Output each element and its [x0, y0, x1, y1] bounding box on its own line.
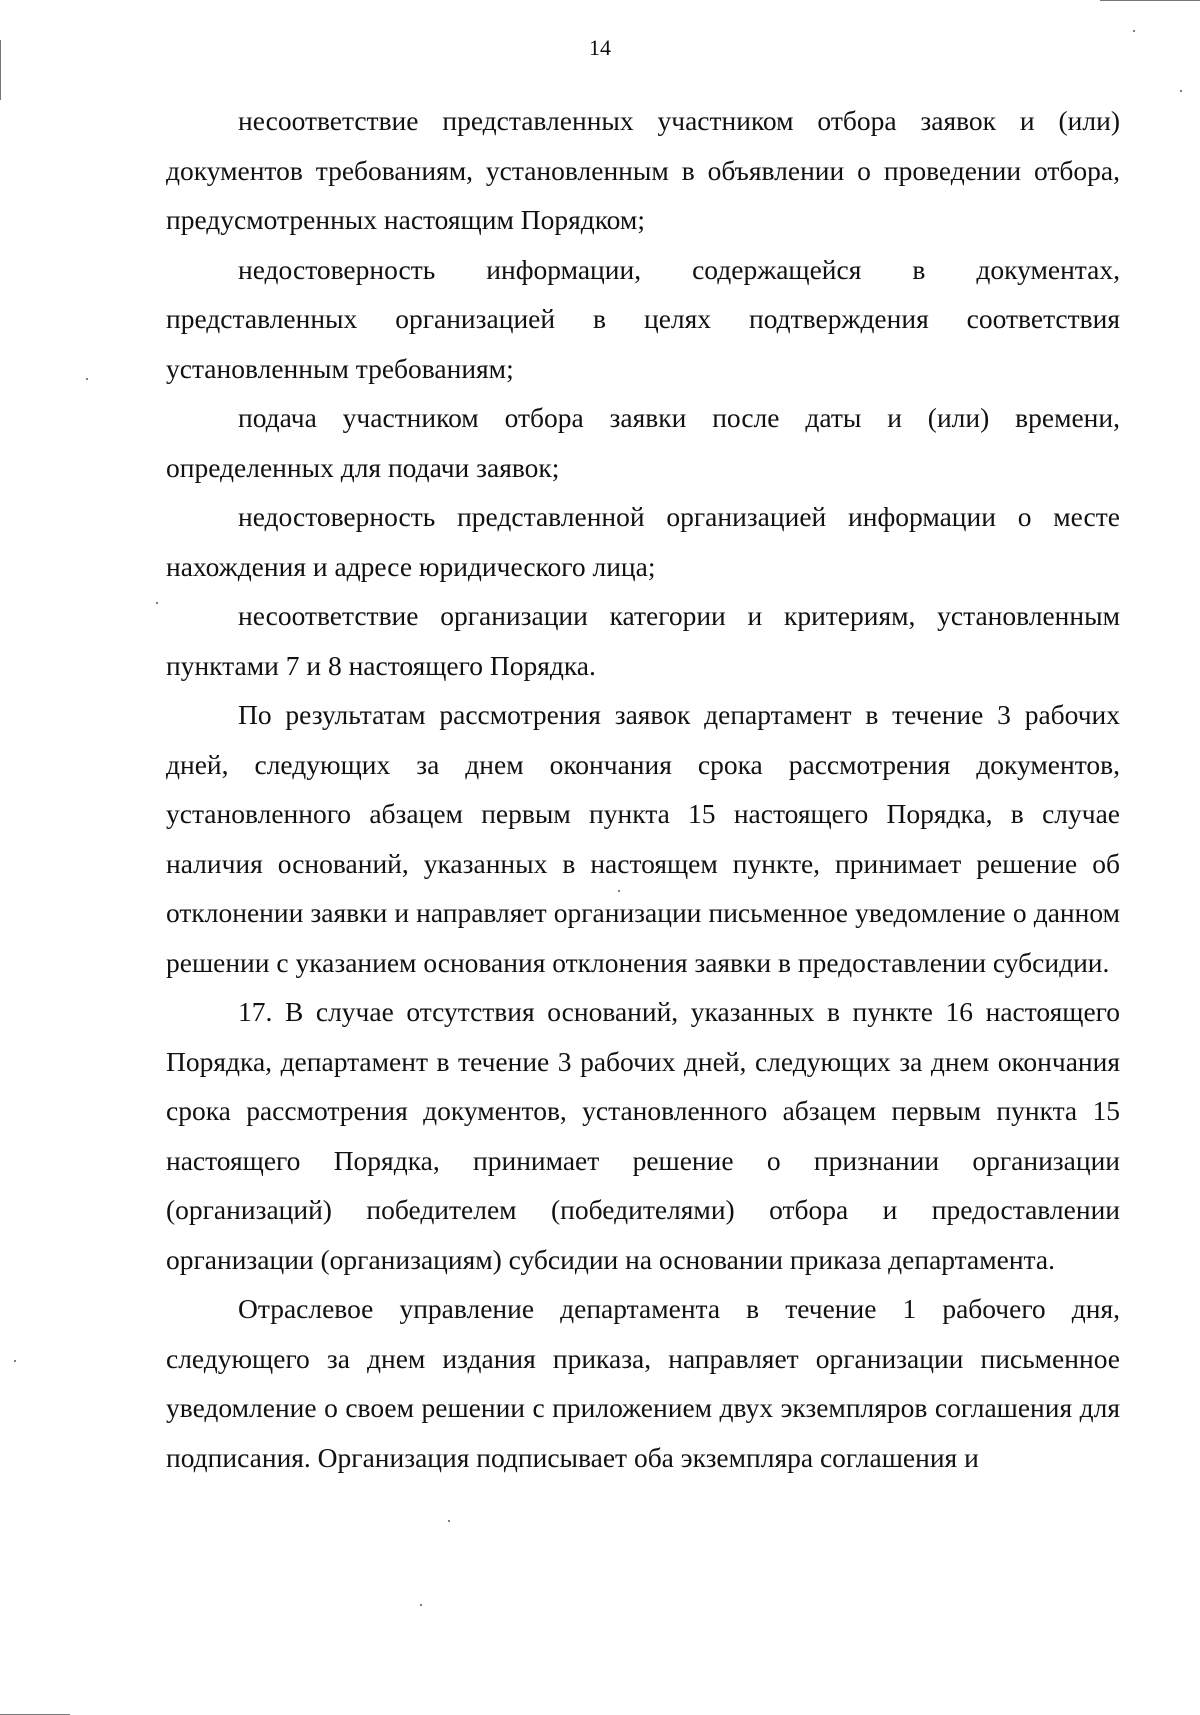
paragraph-clause-17: 17. В случае отсутствия оснований, указанных в пункте 16 настоящего Порядка, департамент в течение 3 рабочих дней, следующих за днем окончания срока рассмотрения документов, установленного абзацем первым пункта 15 настоящего Порядка, принимает решение о признании организации (организаций) победителем (победителями) отбора и предоставлении организации (организациям) субсидии на основании приказа департамента.	[166, 996, 1120, 1275]
scan-speck	[1180, 90, 1182, 92]
paragraph-noncompliance-documents: несоответствие представленных участником отбора заявок и (или) документов требованиям, установленным в объявлении о проведении отбора, предусмотренных настоящим Порядком;	[166, 105, 1120, 235]
scan-speck	[156, 602, 158, 604]
paragraph-unreliable-information: недостоверность информации, содержащейся в документах, представленных организацией в целях подтверждения соответствия установленным требованиям;	[166, 253, 1120, 384]
scan-speck	[618, 890, 620, 892]
document-body	[166, 96, 1120, 1482]
scan-speck	[14, 1360, 16, 1362]
paragraph-rejection-decision: По результатам рассмотрения заявок департамент в течение 3 рабочих дней, следующих за днем окончания срока рассмотрения документов, установленного абзацем первым пункта 15 настоящего Порядка, в случае наличия оснований, указанных в настоящем пункте, принимает решение об отклонении заявки и направляет организации письменное уведомление о данном решении с указанием основания отклонения заявки в предоставлении субсидии.	[166, 699, 1120, 978]
scan-speck	[448, 1520, 450, 1522]
scan-edge-mark-left	[0, 40, 1, 100]
paragraph-late-submission: подача участником отбора заявки после даты и (или) времени, определенных для подачи заявок;	[166, 402, 1120, 483]
paragraph-sectoral-department: Отраслевое управление департамента в течение 1 рабочего дня, следующего за днем издания приказа, направляет организации письменное уведомление о своем решении с приложением двух экземпляров соглашения для подписания. Организация подписывает оба экземпляра соглашения и	[166, 1293, 1120, 1473]
scan-edge-mark-top	[1100, 0, 1200, 1]
page-number: 14	[589, 35, 611, 60]
paragraph-category-noncompliance: несоответствие организации категории и критериям, установленным пунктами 7 и 8 настоящего Порядка.	[166, 600, 1120, 681]
scan-speck	[420, 1604, 422, 1606]
paragraph-unreliable-address: недостоверность представленной организацией информации о месте нахождения и адресе юридического лица;	[166, 501, 1120, 582]
scan-speck	[86, 378, 88, 380]
scan-speck	[1133, 30, 1135, 32]
